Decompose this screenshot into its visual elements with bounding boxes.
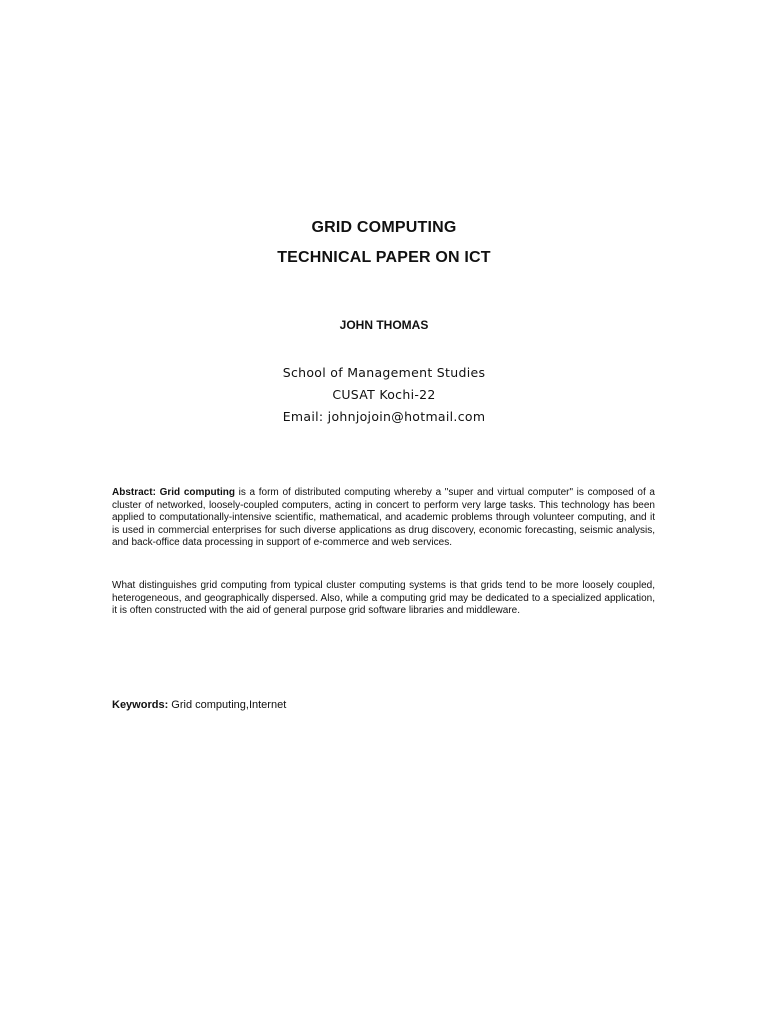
author-email: Email: johnjojoin@hotmail.com	[282, 409, 486, 424]
body-paragraph: What distinguishes grid computing from typical cluster computing systems is that grids tend to be more loosely coupled, heterogeneous, and geographically dispersed. Also, while a computing grid may be dedicated to a specialized application, it is often constructed with the aid of general purpose grid software libraries and middleware.	[112, 580, 655, 617]
author-name: JOHN THOMAS	[339, 318, 429, 332]
keywords-label: Keywords:	[112, 699, 169, 711]
paper-title: GRID COMPUTING	[311, 219, 457, 236]
abstract-text: is a form of distributed computing whereby a "super and virtual computer" is composed of a cluster of networked, loosely-coupled computers, acting in concert to perform very large tasks. This technology has been applied to computationally-intensive scientific, mathematical, and academic problems through volunteer computing, and it is used in commercial enterprises for such diverse applications as drug discovery, economic forecasting, seismic analysis, and back-office data processing in support of e-commerce and web services.	[112, 487, 655, 549]
paper-subtitle: TECHNICAL PAPER ON ICT	[277, 249, 491, 266]
abstract-paragraph	[112, 487, 655, 550]
affiliation-block	[0, 362, 768, 428]
abstract-label: Abstract:	[112, 487, 156, 498]
keywords-line	[112, 699, 655, 711]
school-name: School of Management Studies	[282, 365, 486, 380]
institution-name: CUSAT Kochi-22	[332, 387, 436, 402]
keywords-text: Grid computing,Internet	[168, 699, 287, 711]
abstract-term: Grid computing	[159, 487, 235, 498]
